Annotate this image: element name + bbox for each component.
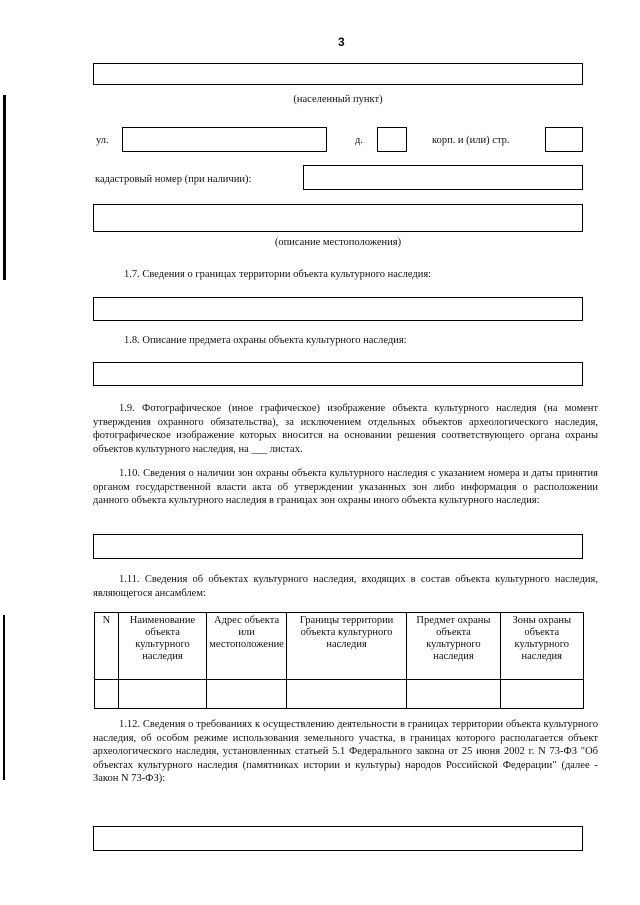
street-field[interactable] [122, 127, 327, 152]
table-cell[interactable] [407, 680, 500, 709]
section-1-7-field[interactable] [93, 297, 583, 321]
cadastral-field[interactable] [303, 165, 583, 190]
section-1-12-text [93, 718, 598, 786]
settlement-field[interactable] [93, 63, 583, 85]
location-field[interactable] [93, 204, 583, 232]
col-header-protection-zones: Зоны охраны объекта культурного наследия [500, 613, 583, 680]
location-caption: (описание местоположения) [274, 237, 402, 248]
table-cell[interactable] [118, 680, 207, 709]
cadastral-label: кадастровый номер (при наличии): [95, 174, 252, 185]
section-1-11-content: 1.11. Сведения об объектах культурного наследия, входящих в состав объекта культурного наследия, являющегося ансамблем: [93, 574, 598, 599]
section-1-8-field[interactable] [93, 362, 583, 386]
house-label: д. [355, 135, 363, 146]
building-field[interactable] [545, 127, 583, 152]
scan-mark-top [3, 95, 6, 280]
section-1-12-content: 1.12. Сведения о требованиях к осуществлению деятельности в границах территории объекта культурного наследия, об особом режиме использования земельного участка, в границах которого располагается объект археологического наследия, установленных статьей 5.1 Федерального закона от 25 июня 2002 г. N 73-ФЗ "Об объектах культурного наследия (памятниках истории и культуры) народов Российской Федерации" (далее - Закон N 73-ФЗ): [93, 719, 598, 784]
house-field[interactable] [377, 127, 407, 152]
building-label: корп. и (или) стр. [432, 135, 510, 146]
page-number: 3 [338, 35, 345, 49]
table-cell[interactable] [207, 680, 287, 709]
col-header-address: Адрес объекта или местоположение [207, 613, 287, 680]
settlement-caption: (населенный пункт) [293, 94, 383, 105]
table-header-row [95, 613, 584, 680]
section-1-11-text [93, 573, 598, 600]
section-1-9-text [93, 402, 598, 456]
table-cell[interactable] [286, 680, 407, 709]
section-1-12-field[interactable] [93, 826, 583, 851]
table-cell[interactable] [95, 680, 119, 709]
col-header-protection-subject: Предмет охраны объекта культурного наследия [407, 613, 500, 680]
section-1-10-field[interactable] [93, 534, 583, 559]
scan-mark-bottom [3, 615, 5, 780]
section-1-7-text: 1.7. Сведения о границах территории объекта культурного наследия: [124, 269, 432, 280]
ensemble-table [94, 612, 584, 709]
col-header-name: Наименование объекта культурного наследия [118, 613, 207, 680]
table-row [95, 680, 584, 709]
col-header-number: N [95, 613, 119, 680]
street-label: ул. [96, 135, 109, 146]
section-1-10-text [93, 467, 598, 508]
col-header-boundaries: Границы территории объекта культурного наследия [286, 613, 407, 680]
section-1-8-text: 1.8. Описание предмета охраны объекта культурного наследия: [124, 335, 407, 346]
section-1-10-content: 1.10. Сведения о наличии зон охраны объекта культурного наследия с указанием номера и даты принятия органом государственной власти акта об утверждении указанных зон либо информация о расположении данного объекта культурного наследия в границах зон охраны иного объекта культурного наследия: [93, 468, 598, 506]
table-cell[interactable] [500, 680, 583, 709]
section-1-9-content: 1.9. Фотографическое (иное графическое) изображение объекта культурного наследия (на момент утверждения охранного обязательства), за исключением отдельных объектов археологического наследия, фотографическое изображение которых вносится на основании решения соответствующего органа охраны объектов культурного наследия, на ___ листах. [93, 403, 598, 455]
